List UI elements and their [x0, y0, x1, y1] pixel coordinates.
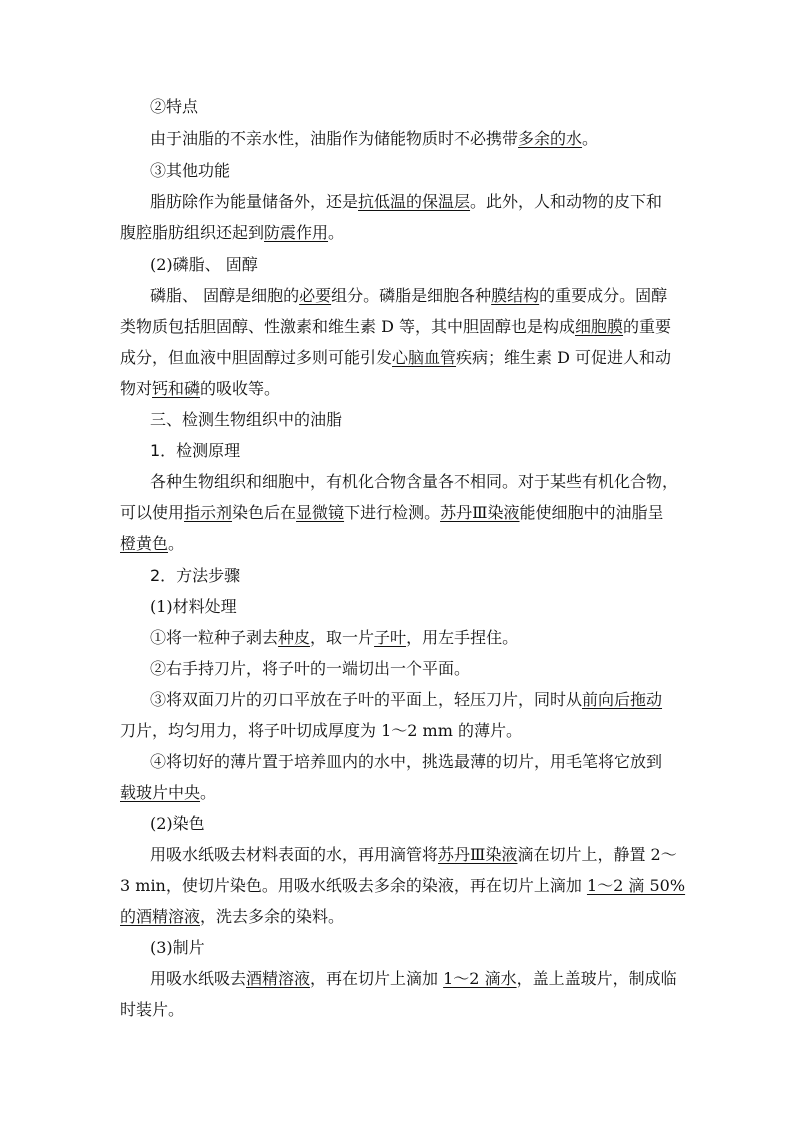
- paragraph-line: 各种生物组织和细胞中，有机化合物含量各不相同。对于某些有机化合物，: [150, 472, 679, 491]
- underlined-term: 膜结构: [491, 286, 540, 305]
- text: 可以使用: [120, 503, 185, 522]
- paragraph-line: ④将切好的薄片置于培养皿内的水中，挑选最薄的切片，用毛笔将它放到: [150, 752, 663, 771]
- underlined-term: 必要: [299, 286, 332, 305]
- paragraph-line: [150, 285, 710, 307]
- text: 用吸水纸吸去材料表面的水，再用滴管将: [150, 845, 439, 864]
- paragraph-line: [150, 128, 710, 150]
- underlined-term: 载玻片中央: [120, 783, 201, 802]
- text: 用吸水纸吸去: [150, 969, 247, 988]
- paragraph-line: [120, 533, 680, 555]
- underlined-term: 橙黄色: [120, 534, 169, 553]
- paragraph-line: [120, 378, 680, 400]
- section-heading-detect-fat: 三、检测生物组织中的油脂: [150, 410, 343, 429]
- underlined-term: 防震作用: [264, 223, 329, 242]
- text: 。: [168, 534, 185, 553]
- text: 。此外，人和动物的皮下和: [470, 192, 663, 211]
- text: 脂肪除作为能量储备外，还是: [150, 192, 359, 211]
- paragraph-line: [120, 906, 680, 928]
- underlined-term: 抗低温的保温层: [358, 192, 471, 211]
- paragraph-line: [120, 502, 680, 524]
- subheading-phospholipid-sterol: (2)磷脂、 固醇: [150, 255, 258, 274]
- section-heading-method-steps: 2．方法步骤: [150, 566, 241, 585]
- text: 染色后在: [232, 503, 297, 522]
- text: 成分，但血液中胆固醇过多则可能引发: [120, 348, 393, 367]
- paragraph-line: [150, 627, 710, 649]
- paragraph-line: [150, 844, 710, 866]
- text: 。: [328, 223, 345, 242]
- text: ③将双面刀片的刃口平放在子叶的平面上，轻压刀片，同时从: [150, 690, 583, 709]
- text: ，洗去多余的染料。: [200, 907, 345, 926]
- text: ①将一粒种子剥去: [150, 628, 279, 647]
- text: 。: [200, 783, 217, 802]
- underlined-term: 钙和磷: [152, 379, 201, 398]
- paragraph-line: [150, 968, 710, 990]
- paragraph-line: [120, 875, 686, 897]
- paragraph-line: [120, 347, 680, 369]
- underlined-term: 细胞膜: [575, 317, 624, 336]
- underlined-term: 酒精溶液: [246, 969, 311, 988]
- underlined-term: 多余的水: [518, 129, 583, 148]
- underlined-term: 前向后拖动: [582, 690, 663, 709]
- text: 腹腔脂肪组织还起到: [120, 223, 265, 242]
- subheading-other-functions: ③其他功能: [150, 161, 231, 180]
- text: ，用左手捏住。: [406, 628, 519, 647]
- text: 类物质包括胆固醇、性激素和维生素 D 等，其中胆固醇也是构成: [120, 317, 576, 336]
- subheading-mounting: (3)制片: [150, 938, 205, 957]
- text: ，再在切片上滴加: [310, 969, 444, 988]
- underlined-term: 苏丹Ⅲ染液: [438, 845, 518, 864]
- paragraph-line: [120, 782, 680, 804]
- paragraph-line: 时装片。: [120, 1000, 185, 1019]
- underlined-term: 1～2 滴水: [443, 969, 517, 988]
- subheading-staining: (2)染色: [150, 814, 205, 833]
- text: 磷脂、 固醇是细胞的: [150, 286, 300, 305]
- text: 疾病；维生素 D 可促进人和动: [456, 348, 672, 367]
- paragraph-line: ②右手持刀片，将子叶的一端切出一个平面。: [150, 659, 471, 678]
- underlined-term: 子叶: [374, 628, 407, 647]
- underlined-term: 种皮: [278, 628, 311, 647]
- underlined-term: 显微镜: [296, 503, 345, 522]
- paragraph-line: [150, 689, 710, 711]
- section-heading-principle: 1．检测原理: [150, 441, 241, 460]
- text: ，盖上盖玻片，制成临: [516, 969, 677, 988]
- text: 能使细胞中的油脂呈: [519, 503, 664, 522]
- text: 。: [582, 129, 599, 148]
- text: 的重要成分。固醇: [539, 286, 668, 305]
- underlined-term: 指示剂: [184, 503, 233, 522]
- paragraph-line: 刀片，均匀用力，将子叶切成厚度为 1～2 mm 的薄片。: [120, 721, 522, 740]
- subheading-features: ②特点: [150, 97, 199, 116]
- paragraph-line: [150, 191, 710, 213]
- text: 下进行检测。: [344, 503, 441, 522]
- underlined-term: 1～2 滴 50%: [586, 876, 686, 895]
- text: 滴在切片上，静置 2～: [517, 845, 677, 864]
- paragraph-line: [120, 316, 680, 338]
- text: 组分。磷脂是细胞各种: [331, 286, 492, 305]
- underlined-term: 心脑血管: [392, 348, 457, 367]
- text: 3 min，使切片染色。用吸水纸吸去多余的染液，再在切片上滴加: [120, 876, 587, 895]
- text: 由于油脂的不亲水性，油脂作为储能物质时不必携带: [150, 129, 519, 148]
- subheading-material-processing: (1)材料处理: [150, 597, 237, 616]
- text: 的吸收等。: [200, 379, 281, 398]
- text: 物对: [120, 379, 153, 398]
- paragraph-line: [120, 222, 680, 244]
- text: ，取一片: [310, 628, 375, 647]
- underlined-term: 苏丹Ⅲ染液: [440, 503, 520, 522]
- text: 的重要: [623, 317, 672, 336]
- underlined-term: 的酒精溶液: [120, 907, 201, 926]
